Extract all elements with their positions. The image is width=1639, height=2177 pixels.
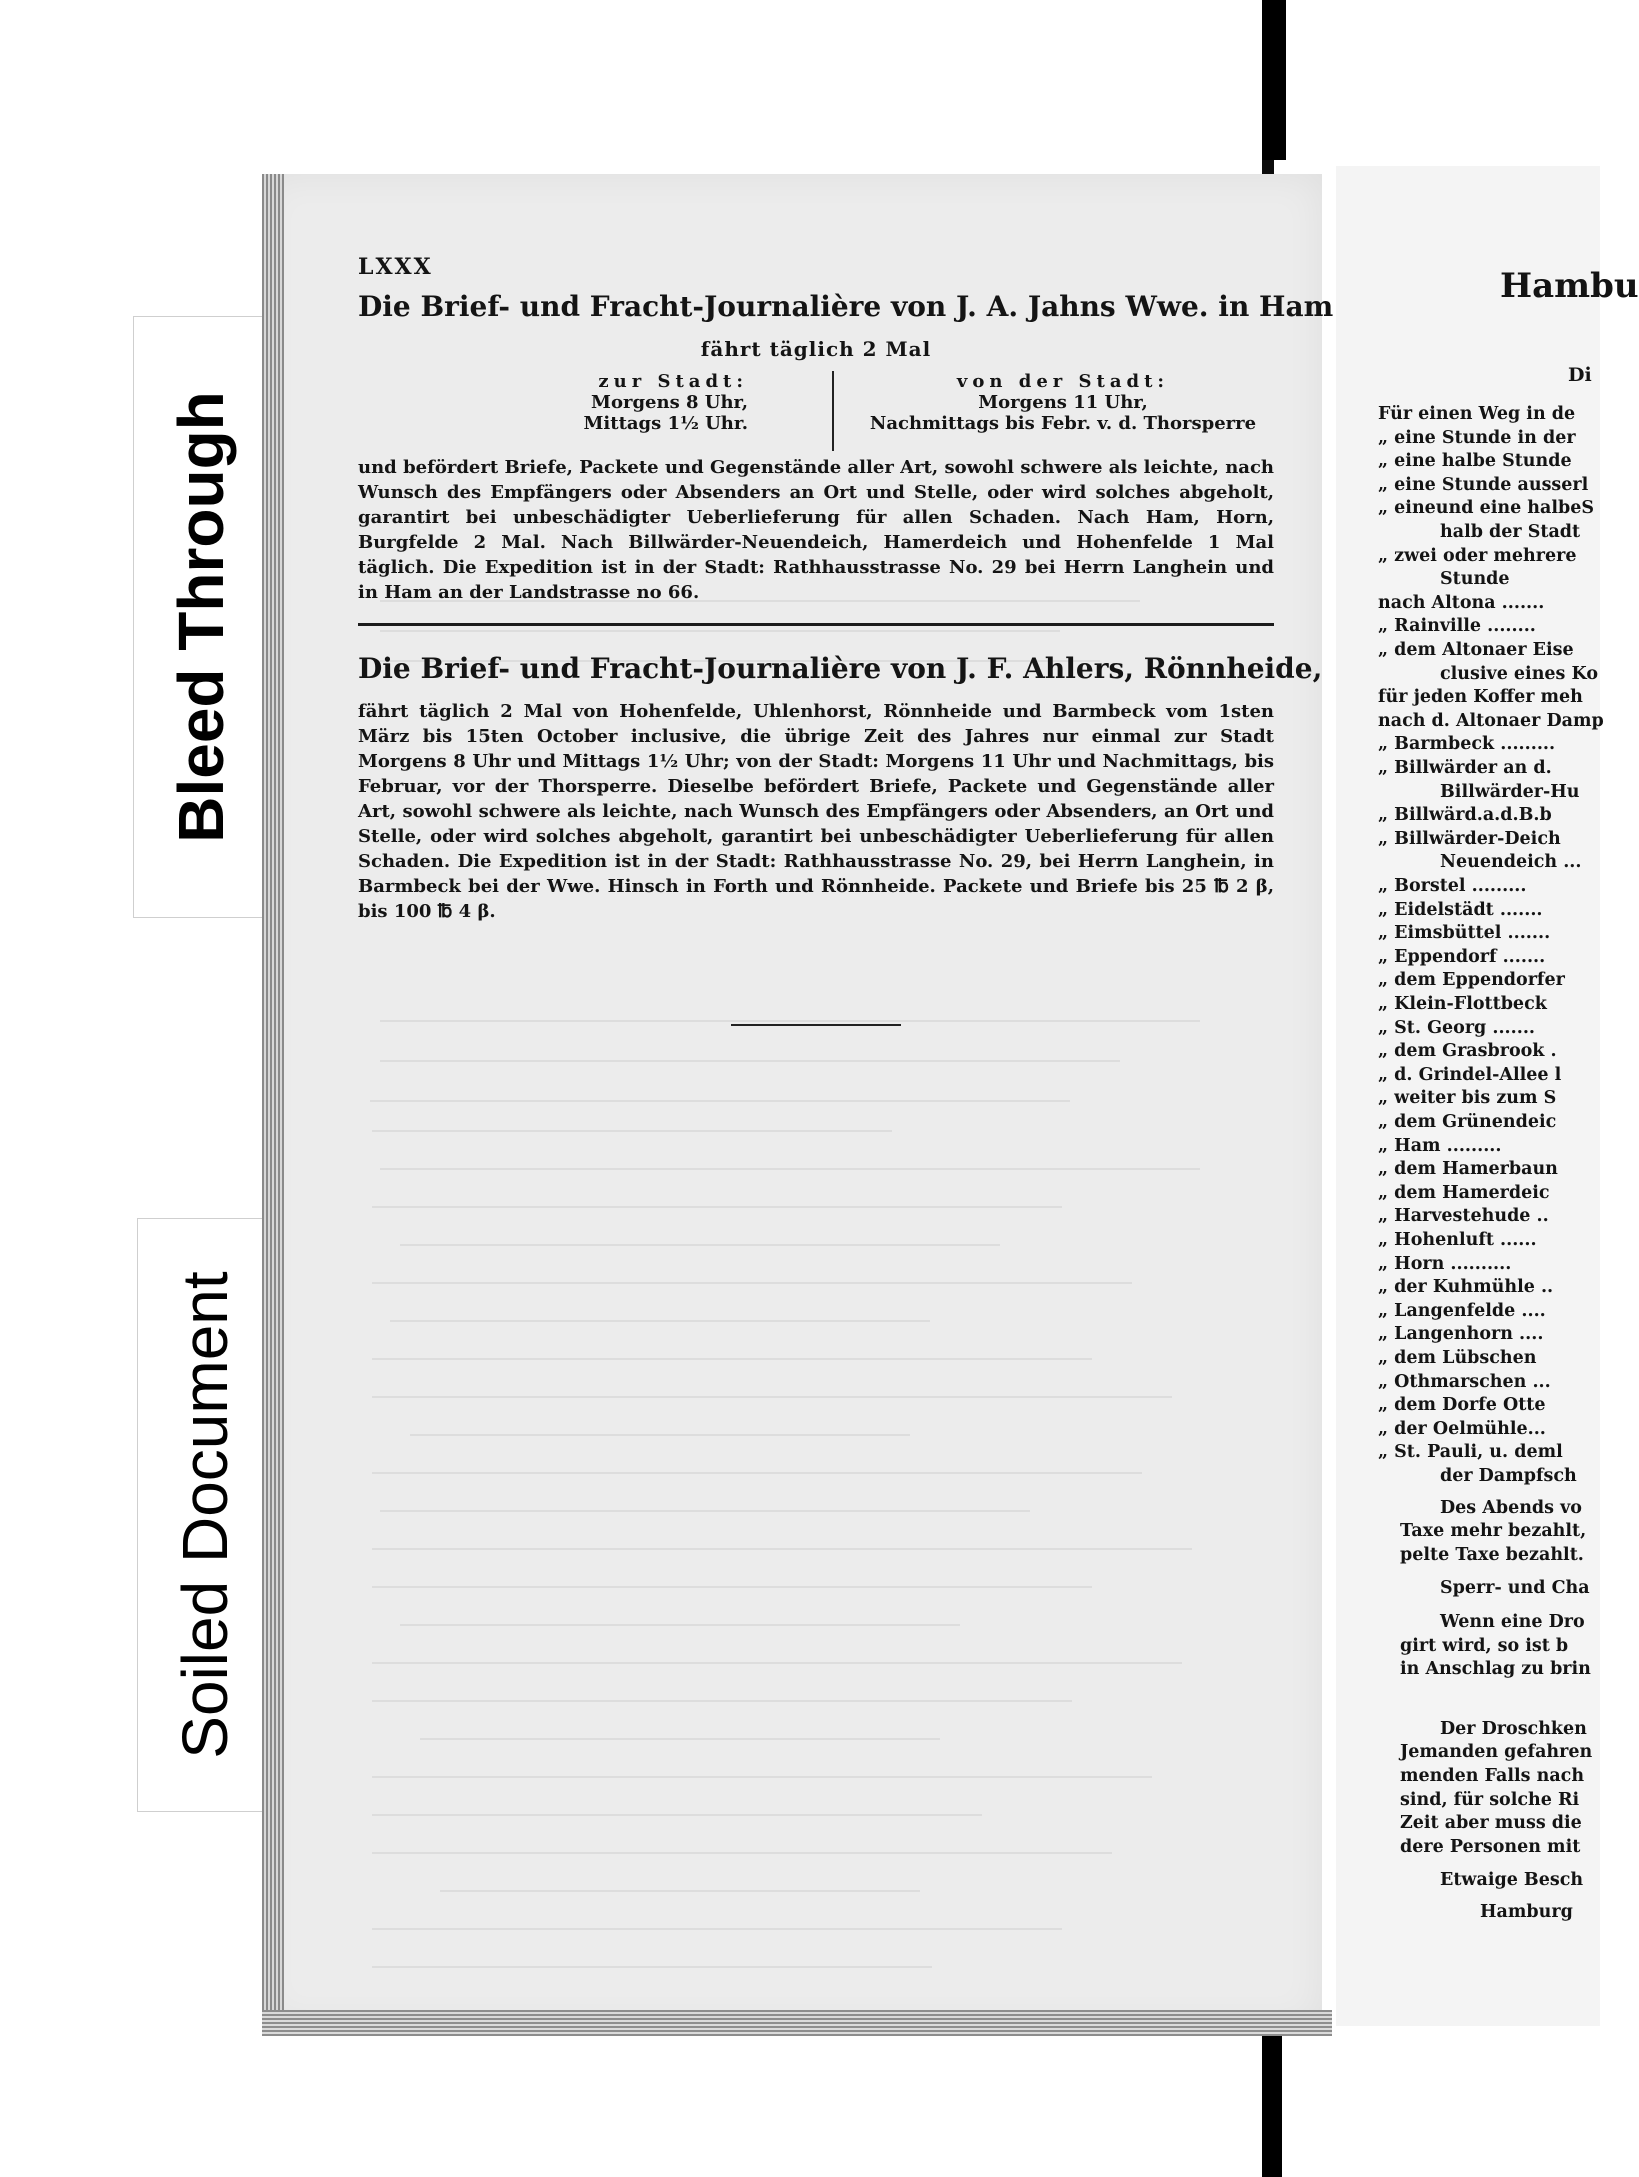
right-page-line: „ St. Pauli, u. deml [1378, 1442, 1563, 1463]
bleed-through-line [372, 1852, 1112, 1854]
bleed-through-line [370, 1100, 1070, 1102]
right-page-line: „ eineund eine halbeS [1378, 498, 1595, 519]
scanner-edge-top [1262, 0, 1286, 160]
bleed-through-tab [133, 316, 269, 918]
soiled-document-label: Soiled Document [169, 1271, 241, 1759]
bleed-through-line [372, 1472, 1142, 1474]
bleed-through-line [372, 1776, 1152, 1778]
section1-frequency: fährt täglich 2 Mal [700, 337, 932, 361]
left-page-content [358, 254, 1334, 1026]
right-page-line: nach d. Altonaer Damp [1378, 710, 1604, 731]
bleed-through-line [390, 1320, 930, 1322]
right-page-line: „ dem Hamerdeic [1378, 1182, 1550, 1203]
to-city-line2: Mittags 1½ Uhr. [583, 413, 748, 434]
right-page-header: Di [1568, 364, 1592, 386]
right-page-line: „ Eimsbüttel ....... [1378, 923, 1551, 944]
right-page-line: „ Horn .......... [1378, 1253, 1512, 1274]
section1-title: Die Brief- und Fracht-Journalière von J. A. Jahns Wwe. in Ham [358, 290, 1334, 323]
right-page-line: „ weiter bis zum S [1378, 1088, 1557, 1109]
right-page-line: Der Droschken [1440, 1718, 1587, 1739]
bleed-through-line [372, 1662, 1182, 1664]
right-page-line: Zeit aber muss die [1400, 1813, 1582, 1834]
right-page-line: „ Barmbeck ......... [1378, 734, 1556, 755]
page-number: LXXX [358, 254, 433, 280]
right-page-line: „ Borstel ......... [1378, 876, 1527, 896]
bleed-through-line [372, 1966, 932, 1968]
bleed-through-line [372, 1928, 1062, 1930]
end-rule [731, 1024, 901, 1026]
from-city-line1: Morgens 11 Uhr, [978, 392, 1148, 413]
right-page-line: Billwärder-Hu [1440, 781, 1580, 802]
right-page-line: „ Billwärd.a.d.B.b [1378, 805, 1552, 826]
right-page-line: clusive eines Ko [1440, 663, 1599, 684]
bleed-through-line [410, 1434, 910, 1436]
right-page-line: Des Abends vo [1440, 1497, 1582, 1518]
from-city-header: von der Stadt: [956, 371, 1170, 392]
soiled-document-tab [137, 1218, 273, 1812]
to-city-line1: Morgens 8 Uhr, [591, 392, 748, 413]
right-page-line: Jemanden gefahren [1400, 1742, 1593, 1763]
right-page-line: „ Othmarschen ... [1378, 1371, 1551, 1392]
right-page-line: girt wird, so ist b [1400, 1635, 1569, 1656]
right-page-line: Sperr- und Cha [1440, 1578, 1590, 1599]
bleed-through-line [372, 1130, 892, 1132]
schedule-divider [832, 371, 834, 451]
right-page-line: Hamburg [1480, 1902, 1573, 1922]
bleed-through-line [372, 1814, 982, 1816]
bleed-through-line [380, 1168, 1200, 1170]
right-page-line: menden Falls nach [1400, 1766, 1585, 1786]
right-page-line: Stunde [1440, 569, 1510, 590]
bleed-through-label: Bleed Through [165, 391, 237, 843]
bleed-through-line [372, 1358, 1092, 1360]
bleed-through-line [440, 1890, 920, 1892]
right-page-line: „ zwei oder mehrere [1378, 545, 1577, 566]
bleed-through-line [400, 1244, 1000, 1246]
section2-title: Die Brief- und Fracht-Journalière von J. F. Ahlers, Rönnheide, [358, 652, 1323, 685]
right-page-line: „ Rainville ........ [1378, 616, 1536, 637]
right-page-line: Taxe mehr bezahlt, [1400, 1521, 1587, 1542]
right-page-line: „ dem Lübschen [1378, 1348, 1537, 1368]
right-page-line: „ Hohenluft ...... [1378, 1230, 1537, 1250]
right-page-line: „ eine Stunde in der [1378, 427, 1576, 448]
to-city-header: zur Stadt: [598, 371, 748, 392]
bleed-through-line [380, 1510, 1030, 1512]
section1-body: und befördert Briefe, Packete und Gegenstände aller Art, sowohl schwere als leichte, nach Wunsch des Empfängers oder Absenders an Ort und Stelle, oder wird solches abgeholt, garantirt bei unbeschädigter Ueberlieferung für allen Schaden. Nach Ham, Horn, Burgfelde 2 Mal. Nach Billwärder-Neuendeich, Hamerdeich und Hohenfelde 1 Mal täglich. Die Expedition ist in der Stadt: Rathhausstrasse No. 29 bei Herrn Langhein und in Ham an der Landstrasse no 66. [358, 457, 1274, 603]
right-page-line: dere Personen mit [1400, 1836, 1581, 1857]
to-city-column [488, 371, 748, 434]
right-page-line: der Dampfsch [1440, 1466, 1577, 1486]
section1-schedule [358, 371, 1274, 451]
right-page-line: „ Billwärder-Deich [1378, 828, 1561, 849]
bleed-through-line [372, 1586, 1092, 1588]
right-page-line: „ Klein-Flottbeck [1378, 994, 1547, 1014]
right-page-line: „ der Oelmühle... [1378, 1418, 1546, 1439]
right-page-line: halb der Stadt [1440, 522, 1581, 542]
right-page-line: „ Harvestehude .. [1378, 1206, 1549, 1227]
section-divider [358, 623, 1274, 626]
right-page-line: „ dem Altonaer Eise [1378, 640, 1574, 660]
right-page-line: „ St. Georg ....... [1378, 1017, 1536, 1038]
right-page-line: „ eine Stunde ausserl [1378, 474, 1589, 495]
right-page-line: nach Altona ....... [1378, 592, 1545, 613]
right-page-line: „ dem Grasbrook . [1378, 1041, 1557, 1062]
right-page-line: für jeden Koffer meh [1378, 687, 1583, 708]
from-city-column [848, 371, 1278, 434]
right-page-line: „ der Kuhmühle .. [1378, 1277, 1554, 1298]
right-page-line: in Anschlag zu brin [1400, 1659, 1591, 1680]
right-page-line: Für einen Weg in de [1378, 404, 1576, 424]
bleed-through-line [372, 1548, 1192, 1550]
right-page-line: „ eine halbe Stunde [1378, 451, 1572, 472]
bleed-through-line [400, 1624, 960, 1626]
right-page-line: Neuendeich ... [1440, 852, 1582, 873]
right-page-line: pelte Taxe bezahlt. [1400, 1544, 1584, 1565]
bleed-through-line [372, 1282, 1132, 1284]
right-page-line: Etwaige Besch [1440, 1870, 1584, 1891]
right-page-line: „ dem Hamerbaun [1378, 1159, 1558, 1180]
from-city-line2: Nachmittags bis Febr. v. d. Thorsperre [869, 413, 1257, 434]
right-page-line: „ dem Eppendorfer [1378, 970, 1565, 991]
right-page-line: „ dem Dorfe Otte [1378, 1395, 1546, 1416]
right-page-line: „ Langenfelde .... [1378, 1300, 1546, 1321]
right-page-line: Wenn eine Dro [1440, 1612, 1585, 1632]
right-page-line: sind, für solche Ri [1400, 1789, 1580, 1810]
right-page-line: „ Langenhorn .... [1378, 1324, 1544, 1345]
bleed-through-line [420, 1738, 940, 1740]
right-page-line: „ dem Grünendeic [1378, 1112, 1557, 1132]
bleed-through-line [380, 1060, 1120, 1062]
right-page-title: Hambu [1500, 266, 1639, 306]
page-stack-edge [262, 174, 284, 2026]
right-page-line: „ d. Grindel-Allee l [1378, 1064, 1562, 1085]
right-page-line: „ Eppendorf ....... [1378, 946, 1546, 967]
section2-body: fährt täglich 2 Mal von Hohenfelde, Uhlenhorst, Rönnheide und Barmbeck vom 1sten März bis 15ten October inclusive, die übrige Zeit des Jahres nur einmal zur Stadt Morgens 8 Uhr und Mittags 1½ Uhr; von der Stadt: Morgens 11 Uhr und Nachmittags, bis Februar, vor der Thorsperre. Dieselbe befördert Briefe, Packete und Gegenstände aller Art, sowohl schwere als leichte, nach Wunsch des Empfängers oder Absenders, an Ort und Stelle, oder wird solches abgeholt, garantirt bei unbeschädigter Ueberlieferung für allen Schaden. Die Expedition ist in der Stadt: Rathhausstrasse No. 29, bei Herrn Langhein, in Barmbeck bei der Wwe. Hinsch in Forth und Rönnheide. Packete und Briefe bis 25 ℔ 2 β, bis 100 ℔ 4 β. [358, 701, 1274, 922]
bleed-through-line [372, 1206, 1062, 1208]
right-page-line: „ Billwärder an d. [1378, 758, 1552, 778]
page-stack-bottom [262, 2010, 1332, 2036]
bleed-through-line [372, 1700, 1072, 1702]
right-page-line: „ Eidelstädt ....... [1378, 899, 1543, 920]
bleed-through-line [372, 1396, 1172, 1398]
right-page-line: „ Ham ......... [1378, 1135, 1502, 1156]
